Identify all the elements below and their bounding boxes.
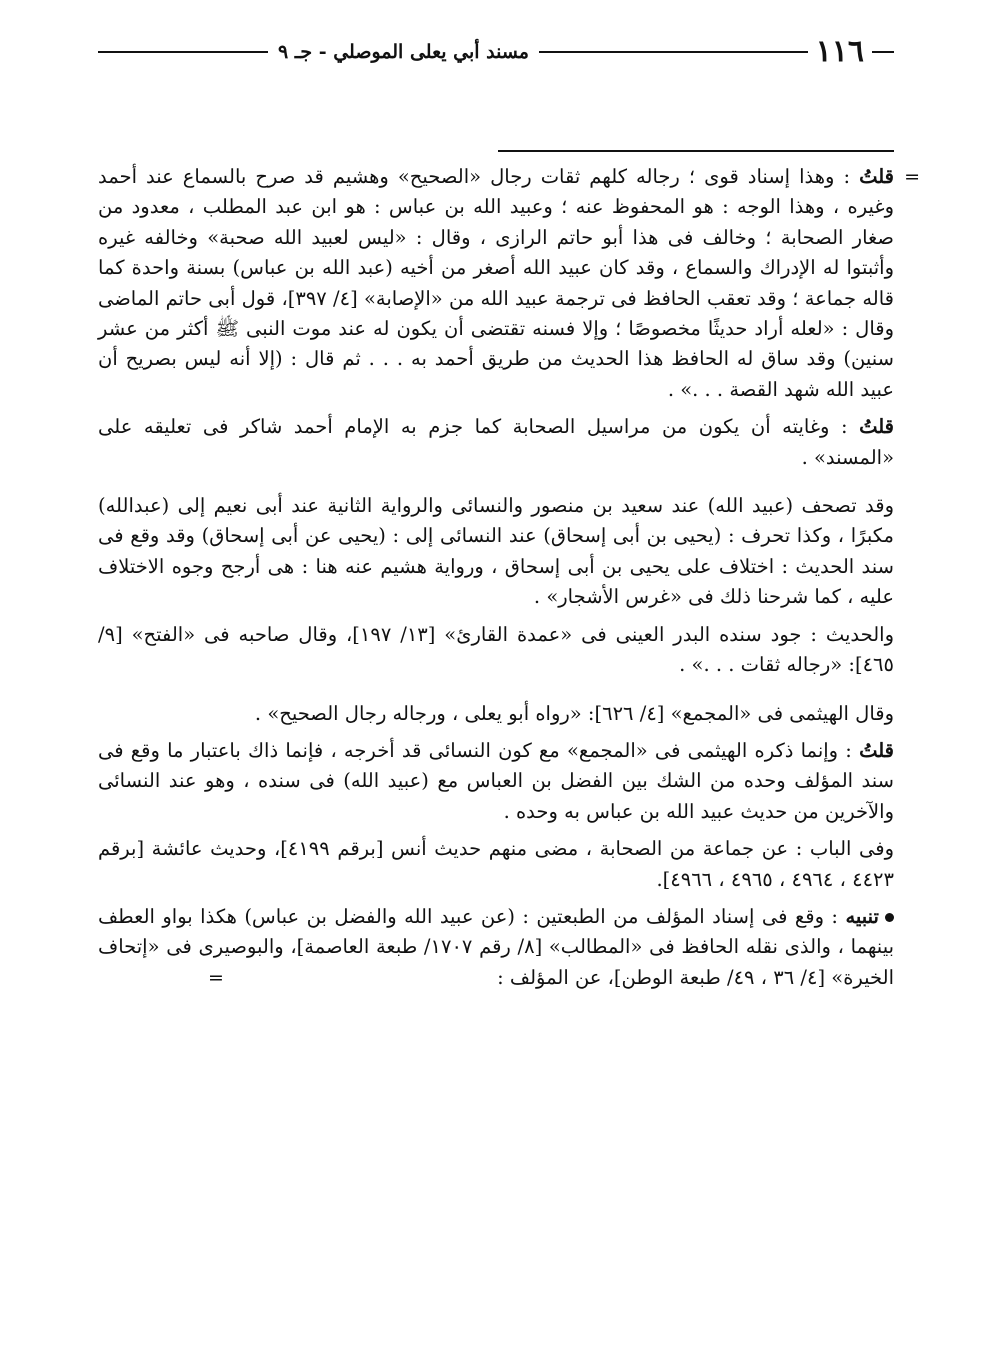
- paragraph-6: [98, 736, 894, 827]
- paragraph-text: وفى الباب : عن جماعة من الصحابة ، مضى منهم حديث أنس [برقم ٤١٩٩]، وحديث عائشة [برقم ٤٤٢٣ ، ٤٩٦٤ ، ٤٩٦٥ ، ٤٩٦٦].: [98, 837, 894, 891]
- paragraph-text: : وإنما ذكره الهيثمى فى «المجمع» مع كون النسائى قد أخرجه ، فإنما ذاك باعتبار ما وقع فى سند المؤلف وحده من الشك بين الفضل بن العباس مع (عبيد الله) فى سنده ، وهو عند النسائى والآخرين من حديث عبيد الله بن عباس به وحده .: [98, 738, 894, 823]
- commentary-body: [98, 162, 920, 993]
- book-title: مسند أبي يعلى الموصلي - جـ ٩: [268, 38, 539, 66]
- paragraph-text: وقد تصحف (عبيد الله) عند سعيد بن منصور والنسائى والرواية الثانية عند أبى نعيم إلى (عبدالله) مكبرًا ، وكذا تحرف : (يحيى بن أبى إسحاق) عند النسائى إلى : (يحيى عن أبى إسحاق) وقد وقع فى سند الحديث : اختلاف على يحيى بن أبى إسحاق ، ورواية هشيم عنه هنا : هى أرجح وجوه الاختلاف عليه ، كما شرحنا ذلك فى «غرس الأشجار» .: [98, 494, 894, 609]
- page-number: ١١٦: [808, 34, 872, 70]
- paragraph-8: [98, 902, 894, 993]
- continuation-mark-start: =: [904, 166, 920, 188]
- paragraph-lead: قلتُ: [859, 415, 895, 439]
- paragraph-lead: قلتُ: [859, 738, 894, 762]
- paragraph-text: : وهذا إسناد قوى ؛ رجاله كلهم ثقات رجال «الصحيح» وهشيم قد صرح بالسماع عند أحمد وغيره ، وهذا الوجه : هو المحفوظ عنه ؛ وعبيد الله بن عباس : هو ابن عبد المطلب ، معدود من صغار الصحابة ؛ وخالف فى هذا أبو حاتم الرازى ، وقال : «ليس لعبيد الله صحبة» وخالفه غيره وأثبتوا له الإدراك والسماع ، وقد كان عبيد الله أصغر من أخيه (عبد الله بن عباس) بسنة واحدة كما قاله جماعة ؛ وقد تعقب الحافظ فى ترجمة عبيد الله من «الإصابة» [٤/ ٣٩٧]، قول أبى حاتم الماضى وقال : «لعله أراد حديثًا مخصوصًا ؛ وإلا فسنه تقتضى أن يكون له عند موت النبى ﷺ أكثر من عشر سنين) وقد ساق له الحافظ هذا الحديث من طريق أحمد به . . . ثم قال : (إلا أنه ليس بصريح أن عبيد الله شهد القصة . . .» .: [98, 165, 894, 401]
- paragraph-lead: تنبيه: [845, 904, 879, 928]
- paragraph-1: [98, 162, 920, 405]
- paragraph-5: [98, 699, 894, 729]
- paragraph-4: [98, 620, 894, 681]
- paragraph-7: [98, 834, 894, 895]
- continuation-mark-end: =: [208, 967, 224, 990]
- paragraph-3: [98, 491, 894, 613]
- paragraph-text: وقال الهيثمى فى «المجمع» [٤/ ٦٢٦]: «رواه أبو يعلى ، ورجاله رجال الصحيح» .: [254, 701, 894, 725]
- bullet-icon: [885, 913, 894, 922]
- paragraph-lead: قلتُ: [859, 165, 894, 188]
- footnote-separator: [498, 150, 894, 152]
- paragraph-2: [98, 412, 894, 473]
- paragraph-text: : وقع فى إسناد المؤلف من الطبعتين : (عن عبيد الله والفضل بن عباس) هكذا بواو العطف بينهما ، والذى نقله الحافظ فى «المطالب» [٨/ رقم ١٧٠٧/ طبعة العاصمة]، والبوصيرى فى «إتحاف الخيرة» [٤/ ٣٦ ، ٤٩/ طبعة الوطن]، عن المؤلف :: [98, 904, 895, 989]
- running-header: [98, 34, 894, 74]
- paragraph-text: : وغايته أن يكون من مراسيل الصحابة كما جزم به الإمام أحمد شاكر فى تعليقه على «المسند» .: [98, 415, 894, 469]
- paragraph-text: والحديث : جود سنده البدر العينى فى «عمدة القارئ» [١٣/ ١٩٧]، وقال صاحبه فى «الفتح» [٩/ ٤٦٥]: «رجاله ثقات . . .» .: [98, 622, 894, 677]
